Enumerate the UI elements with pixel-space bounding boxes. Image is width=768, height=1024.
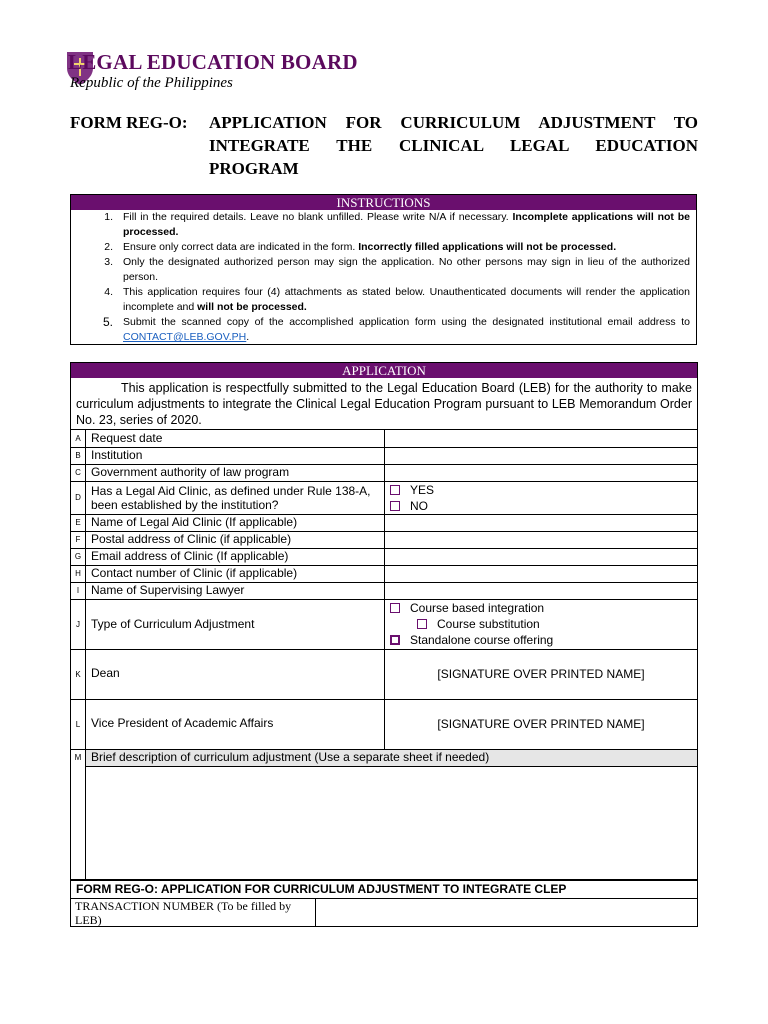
instruction-text: This application requires four (4) attachments as stated below. Unauthenticated documents will render the application incomplete and bbox=[123, 286, 690, 313]
option-no[interactable] bbox=[390, 498, 692, 514]
instruction-text-end: . bbox=[246, 331, 250, 343]
application-table bbox=[71, 430, 697, 880]
checkbox-course-substitution[interactable] bbox=[417, 619, 427, 629]
form-code: FORM REG-O: bbox=[70, 113, 188, 132]
row-letter: H bbox=[71, 565, 86, 582]
field-label: Has a Legal Aid Clinic, as defined under Rule 138-A, been established by the institution? bbox=[86, 481, 385, 514]
instruction-item bbox=[71, 210, 696, 240]
field-label: Contact number of Clinic (if applicable) bbox=[86, 565, 385, 582]
transaction-box bbox=[70, 880, 698, 927]
field-label: Vice President of Academic Affairs bbox=[86, 699, 385, 749]
table-row bbox=[71, 430, 697, 447]
org-subtitle: Republic of the Philippines bbox=[70, 75, 233, 91]
org-name: LEGAL EDUCATION BOARD bbox=[68, 50, 358, 74]
instruction-text: Only the designated authorized person may sign the application. No other persons may sign in lieu of the authorized person. bbox=[123, 256, 690, 283]
row-letter: J bbox=[71, 599, 86, 649]
row-letter: L bbox=[71, 699, 86, 749]
option-course-substitution[interactable] bbox=[390, 616, 692, 632]
row-letter: C bbox=[71, 464, 86, 481]
instruction-item bbox=[71, 285, 696, 315]
signature-caption: [SIGNATURE OVER PRINTED NAME] bbox=[437, 716, 645, 731]
instructions-list bbox=[71, 210, 696, 345]
instructions-box bbox=[70, 194, 697, 345]
option-yes[interactable] bbox=[390, 482, 692, 498]
supervising-lawyer-field[interactable] bbox=[385, 582, 698, 599]
instruction-text: Submit the scanned copy of the accomplished application form using the designated institutional email address to bbox=[123, 316, 690, 328]
field-label: Institution bbox=[86, 447, 385, 464]
field-label: Government authority of law program bbox=[86, 464, 385, 481]
contact-email-link[interactable]: CONTACT@LEB.GOV.PH bbox=[123, 331, 247, 343]
table-row bbox=[71, 582, 697, 599]
table-row bbox=[71, 599, 697, 649]
form-title-text: APPLICATION FOR CURRICULUM ADJUSTMENT TO INTEGRATE THE CLINICAL LEGAL EDUCATION PROGRAM bbox=[209, 113, 698, 178]
curriculum-adjustment-options bbox=[385, 599, 698, 649]
option-label: Course based integration bbox=[410, 601, 545, 615]
table-row bbox=[71, 749, 697, 766]
instruction-item bbox=[71, 255, 696, 285]
row-letter: G bbox=[71, 548, 86, 565]
signature-caption: [SIGNATURE OVER PRINTED NAME] bbox=[437, 666, 645, 681]
instruction-number: 2. bbox=[104, 241, 113, 253]
field-label: Name of Legal Aid Clinic (If applicable) bbox=[86, 514, 385, 531]
option-label: Standalone course offering bbox=[410, 633, 554, 647]
transaction-row bbox=[71, 899, 697, 927]
table-row bbox=[71, 447, 697, 464]
government-authority-field[interactable] bbox=[385, 464, 698, 481]
instruction-number: 1. bbox=[104, 211, 113, 223]
table-row bbox=[71, 464, 697, 481]
instruction-text: Fill in the required details. Leave no blank unfilled. Please write N/A if necessary. bbox=[123, 211, 513, 223]
institution-field[interactable] bbox=[385, 447, 698, 464]
checkbox-yes[interactable] bbox=[390, 485, 400, 495]
option-label: Course substitution bbox=[437, 617, 540, 631]
row-letter: I bbox=[71, 582, 86, 599]
row-letter: E bbox=[71, 514, 86, 531]
instruction-text: Ensure only correct data are indicated in the form. bbox=[123, 241, 359, 253]
legal-aid-clinic-options bbox=[385, 481, 698, 514]
row-letter: M bbox=[71, 749, 86, 879]
vp-academic-affairs-signature-field[interactable] bbox=[385, 699, 698, 749]
row-letter: A bbox=[71, 430, 86, 447]
table-row bbox=[71, 565, 697, 582]
field-label: Type of Curriculum Adjustment bbox=[86, 599, 385, 649]
transaction-heading: FORM REG-O: APPLICATION FOR CURRICULUM ADJUSTMENT TO INTEGRATE CLEP bbox=[71, 881, 697, 899]
form-title bbox=[70, 111, 698, 180]
option-label: NO bbox=[410, 498, 428, 513]
field-label: Email address of Clinic (If applicable) bbox=[86, 548, 385, 565]
instruction-item bbox=[71, 240, 696, 255]
row-letter: B bbox=[71, 447, 86, 464]
field-label: Brief description of curriculum adjustment (Use a separate sheet if needed) bbox=[86, 749, 698, 766]
instruction-warning: Incorrectly filled applications will not be processed. bbox=[358, 241, 617, 253]
clinic-email-field[interactable] bbox=[385, 548, 698, 565]
field-label: Postal address of Clinic (if applicable) bbox=[86, 531, 385, 548]
dean-signature-field[interactable] bbox=[385, 649, 698, 699]
table-row bbox=[71, 649, 697, 699]
instruction-warning: will not be processed. bbox=[197, 301, 307, 313]
instructions-heading: INSTRUCTIONS bbox=[71, 195, 696, 210]
checkbox-course-based[interactable] bbox=[390, 603, 400, 613]
option-standalone[interactable] bbox=[390, 632, 692, 648]
instruction-number: 5. bbox=[102, 315, 113, 329]
clinic-name-field[interactable] bbox=[385, 514, 698, 531]
instruction-number: 4. bbox=[104, 286, 113, 298]
clinic-contact-number-field[interactable] bbox=[385, 565, 698, 582]
table-row bbox=[71, 531, 697, 548]
checkbox-no[interactable] bbox=[390, 501, 400, 511]
table-row bbox=[71, 548, 697, 565]
transaction-number-label: TRANSACTION NUMBER (To be filled by LEB) bbox=[71, 899, 316, 927]
table-row bbox=[71, 514, 697, 531]
instruction-item bbox=[71, 315, 696, 345]
application-intro: This application is respectfully submitted to the Legal Education Board (LEB) for the authority to make curriculum adjustments to integrate the Clinical Legal Education Program pursuant to LEB Memorandum Order No. 23, series of 2020. bbox=[71, 378, 697, 430]
instruction-number: 3. bbox=[104, 256, 113, 268]
table-row bbox=[71, 766, 697, 879]
table-row bbox=[71, 699, 697, 749]
row-letter: F bbox=[71, 531, 86, 548]
row-letter: D bbox=[71, 481, 86, 514]
clinic-postal-address-field[interactable] bbox=[385, 531, 698, 548]
curriculum-description-field[interactable] bbox=[86, 766, 698, 879]
row-letter: K bbox=[71, 649, 86, 699]
field-label: Dean bbox=[86, 649, 385, 699]
application-form bbox=[70, 362, 698, 881]
field-label: Name of Supervising Lawyer bbox=[86, 582, 385, 599]
option-course-based[interactable] bbox=[390, 600, 692, 616]
application-heading: APPLICATION bbox=[71, 363, 697, 378]
transaction-number-field[interactable] bbox=[316, 899, 697, 927]
instruction-warning: Incomplete applications will not be processed. bbox=[123, 211, 690, 238]
field-label: Request date bbox=[86, 430, 385, 447]
request-date-field[interactable] bbox=[385, 430, 698, 447]
table-row bbox=[71, 481, 697, 514]
checkbox-standalone[interactable] bbox=[390, 635, 400, 645]
option-label: YES bbox=[410, 482, 435, 497]
